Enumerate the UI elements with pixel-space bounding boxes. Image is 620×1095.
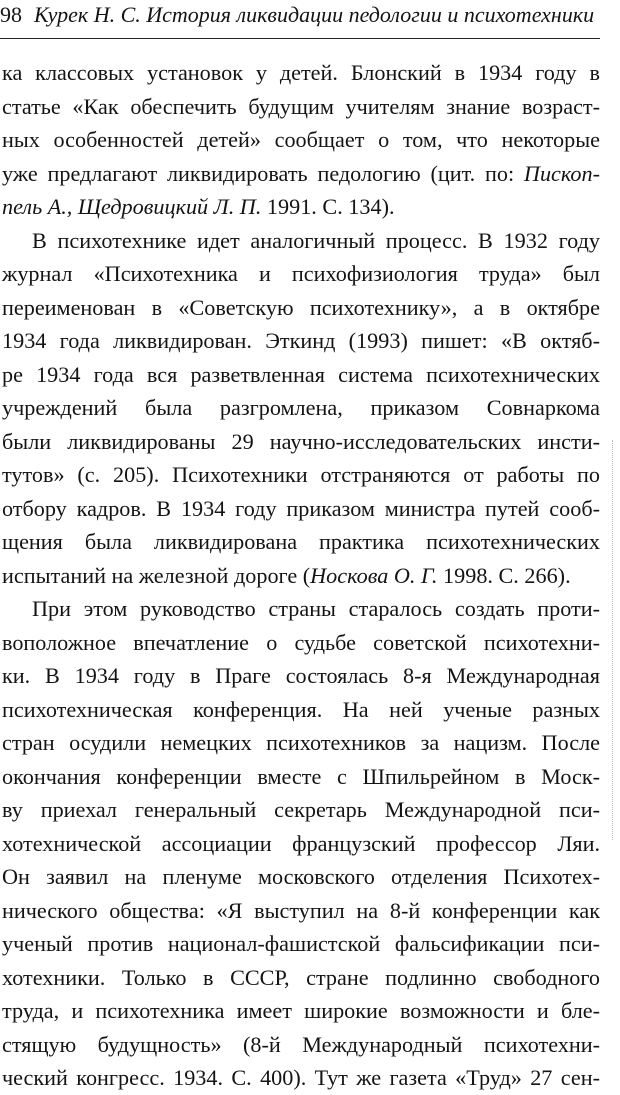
text-line: ре 1934 года вся разветвленная система психотехнических: [2, 361, 600, 387]
text-line: стран осудили немецких психотехников за нацизм. После: [2, 730, 600, 755]
text-line: психотехническая конференция. На ней ученые разных: [2, 696, 600, 722]
text-line: переименован в «Советскую психотехнику», а в октябре: [2, 294, 600, 320]
text-line: ка классовых установок у детей. Блонский в 1934 году в: [2, 60, 600, 85]
text-line: В психотехнике идет аналогичный процесс. В 1932 году: [32, 227, 600, 253]
text-line: [2, 559, 600, 593]
text-line: учреждений была разгромлена, приказом Совнаркома: [2, 395, 600, 420]
text-line: [2, 190, 600, 224]
text-line: Он заявил на пленуме московского отделения Психотех-: [2, 864, 600, 889]
text-line: статье «Как обеспечить будущим учителям знание возраст-: [2, 93, 600, 119]
running-title: Курек Н. С. История ликвидации педологии и психотехники: [34, 2, 595, 27]
text-line: [2, 157, 600, 191]
text-fragment: 1998. С. 266).: [437, 562, 571, 588]
text-line: хотехники. Только в СССР, стране подлинно свободного: [2, 964, 600, 990]
text-line: были ликвидированы 29 научно-исследовательских инсти-: [2, 428, 600, 454]
text-line: При этом руководство страны старалось создать проти-: [32, 596, 600, 621]
text-line: журнал «Психотехника и психофизиология труда» был: [2, 261, 600, 286]
text-line: ческий конгресс. 1934. С. 400). Тут же газета «Труд» 27 сен-: [2, 1065, 600, 1090]
text-line: 1934 года ликвидирован. Эткинд (1993) пишет: «В октяб-: [2, 328, 600, 353]
text-line: хотехнической ассоциации французский профессор Ляи.: [2, 830, 600, 856]
page-number: 98: [0, 2, 22, 27]
text-line: ву приехал генеральный секретарь Международной пси-: [2, 797, 600, 822]
text-fragment: 1991. С. 134).: [261, 194, 395, 219]
citation-author: пель А., Щедровицкий Л. П.: [2, 194, 262, 219]
text-line: отбору кадров. В 1934 году приказом министра путей сооб-: [2, 495, 600, 521]
text-line: воположное впечатление о судьбе советской психотехни-: [2, 629, 600, 655]
text-fragment: уже предлагают ликвидировать педологию (цит. по:: [2, 160, 524, 186]
text-line: ки. В 1934 году в Праге состоялась 8-я Международная: [2, 663, 600, 688]
citation-author: Пископ-: [523, 160, 600, 186]
text-line: тутов» (с. 205). Психотехники отстраняются от работы по: [2, 462, 600, 487]
text-line: труда, и психотехника имеет широкие возможности и бле-: [2, 998, 600, 1023]
text-line: нического общества: «Я выступил на 8-й конференции как: [2, 897, 600, 923]
text-fragment: испытаний на железной дороге (: [2, 562, 311, 588]
page-edge-shadow: [612, 440, 615, 840]
text-line: окончания конференции вместе с Шпильрейном в Моск-: [2, 763, 600, 789]
running-header: [0, 0, 600, 39]
text-line: ученый против национал-фашистской фальсификации пси-: [2, 931, 600, 956]
text-line: щения была ликвидирована практика психотехнических: [2, 529, 600, 554]
text-line: стящую будущность» (8-й Международный психотехни-: [2, 1031, 600, 1057]
text-line: ных особенностей детей» сообщает о том, что некоторые: [2, 127, 600, 152]
body-text: [2, 56, 600, 1095]
citation-author: Носкова О. Г.: [310, 562, 438, 588]
